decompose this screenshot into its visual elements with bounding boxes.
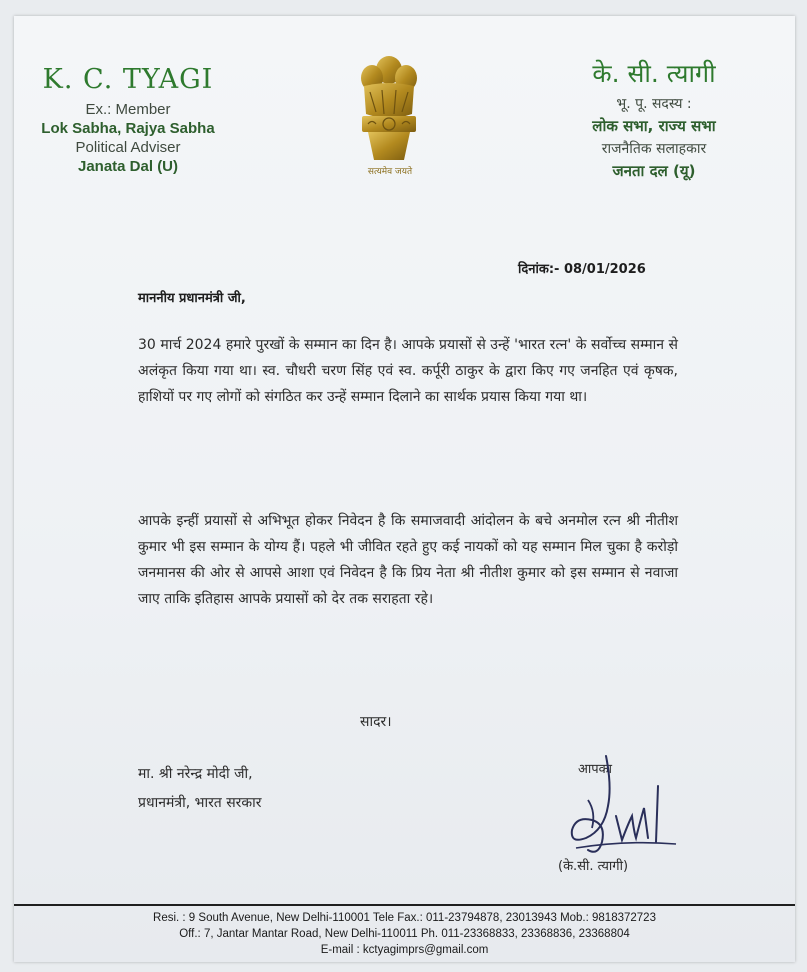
letterhead-english xyxy=(28,64,228,175)
body-paragraph-2: आपके इन्हीं प्रयासों से अभिभूत होकर निवेदन है कि समाजवादी आंदोलन के बचे अनमोल रत्न श्री नीतीश कुमार भी इस सम्मान के योग्य हैं। पहले भी जीवित रहते हुए कई नायकों को यह सम्मान मिल चुका है करोड़ो जनमानस की ओर से आपसे आशा एवं निवेदन है कि प्रिय नेता श्री नीतीश कुमार को इस सम्मान से नवाजा जाए ताकि इतिहास आपके प्रयासों को देर तक सराहता रहे। xyxy=(138,513,678,607)
body-paragraph-1: 30 मार्च 2024 हमारे पुरखों के सम्मान का दिन है। आपके प्रयासों से उन्हें 'भारत रत्न' के सर्वोच्च सम्मान से अलंकृत किया गया था। स्व. चौधरी चरण सिंह एवं स्व. कर्पूरी ठाकुर के द्वारा किए गए जनहित एवं कृषक, हाशियों पर गए लोगों को संगठित कर उन्हें सम्मान दिलाने का सार्थक प्रयास किया गया था। xyxy=(138,337,678,405)
sender-title-hindi-line1: भू. पू. सदस्य : xyxy=(616,96,692,112)
recipient-designation: प्रधानमंत्री, भारत सरकार xyxy=(138,795,262,811)
national-emblem-icon xyxy=(354,52,424,182)
signature-icon xyxy=(536,746,686,866)
recipient-name: मा. श्री नरेन्द्र मोदी जी, xyxy=(138,766,253,782)
sender-title-hindi-line4: जनता दल (यू) xyxy=(612,162,696,180)
sender-title-hindi-line3: राजनैतिक सलाहकार xyxy=(601,141,707,157)
footer-residence-line: Resi. : 9 South Avenue, New Delhi-110001 Tele Fax.: 011-23794878, 23013943 Mob.: 9818372723 xyxy=(153,912,656,924)
signatory-name: (के.सी. त्यागी) xyxy=(558,859,629,874)
sender-title-line4: Janata Dal (U) xyxy=(77,158,179,175)
sender-name-hindi: के. सी. त्यागी xyxy=(592,59,716,88)
closing: सादर। xyxy=(360,714,392,730)
footer-divider xyxy=(14,904,795,906)
salutation: माननीय प्रधानमंत्री जी, xyxy=(138,291,246,306)
letter-sheet xyxy=(14,16,795,962)
sender-title-hindi-line2: लोक सभा, राज्य सभा xyxy=(592,117,716,135)
footer-address xyxy=(14,910,795,958)
sign-off: आपका xyxy=(578,762,613,777)
emblem-caption: सत्यमेव जयते xyxy=(367,167,413,177)
sender-name-english: K. C. TYAGI xyxy=(42,64,214,95)
footer-email-line: E-mail : kctyagimprs@gmail.com xyxy=(320,944,489,956)
letterhead-hindi xyxy=(534,56,774,181)
footer-office-line: Off.: 7, Jantar Mantar Road, New Delhi-110011 Ph. 011-23368833, 23368836, 23368804 xyxy=(179,928,630,940)
sender-title-line1: Ex.: Member xyxy=(85,101,171,118)
sender-title-line3: Political Adviser xyxy=(75,139,181,156)
letter-date: दिनांक:- 08/01/2026 xyxy=(518,262,646,277)
sender-title-line2: Lok Sabha, Rajya Sabha xyxy=(41,120,215,137)
